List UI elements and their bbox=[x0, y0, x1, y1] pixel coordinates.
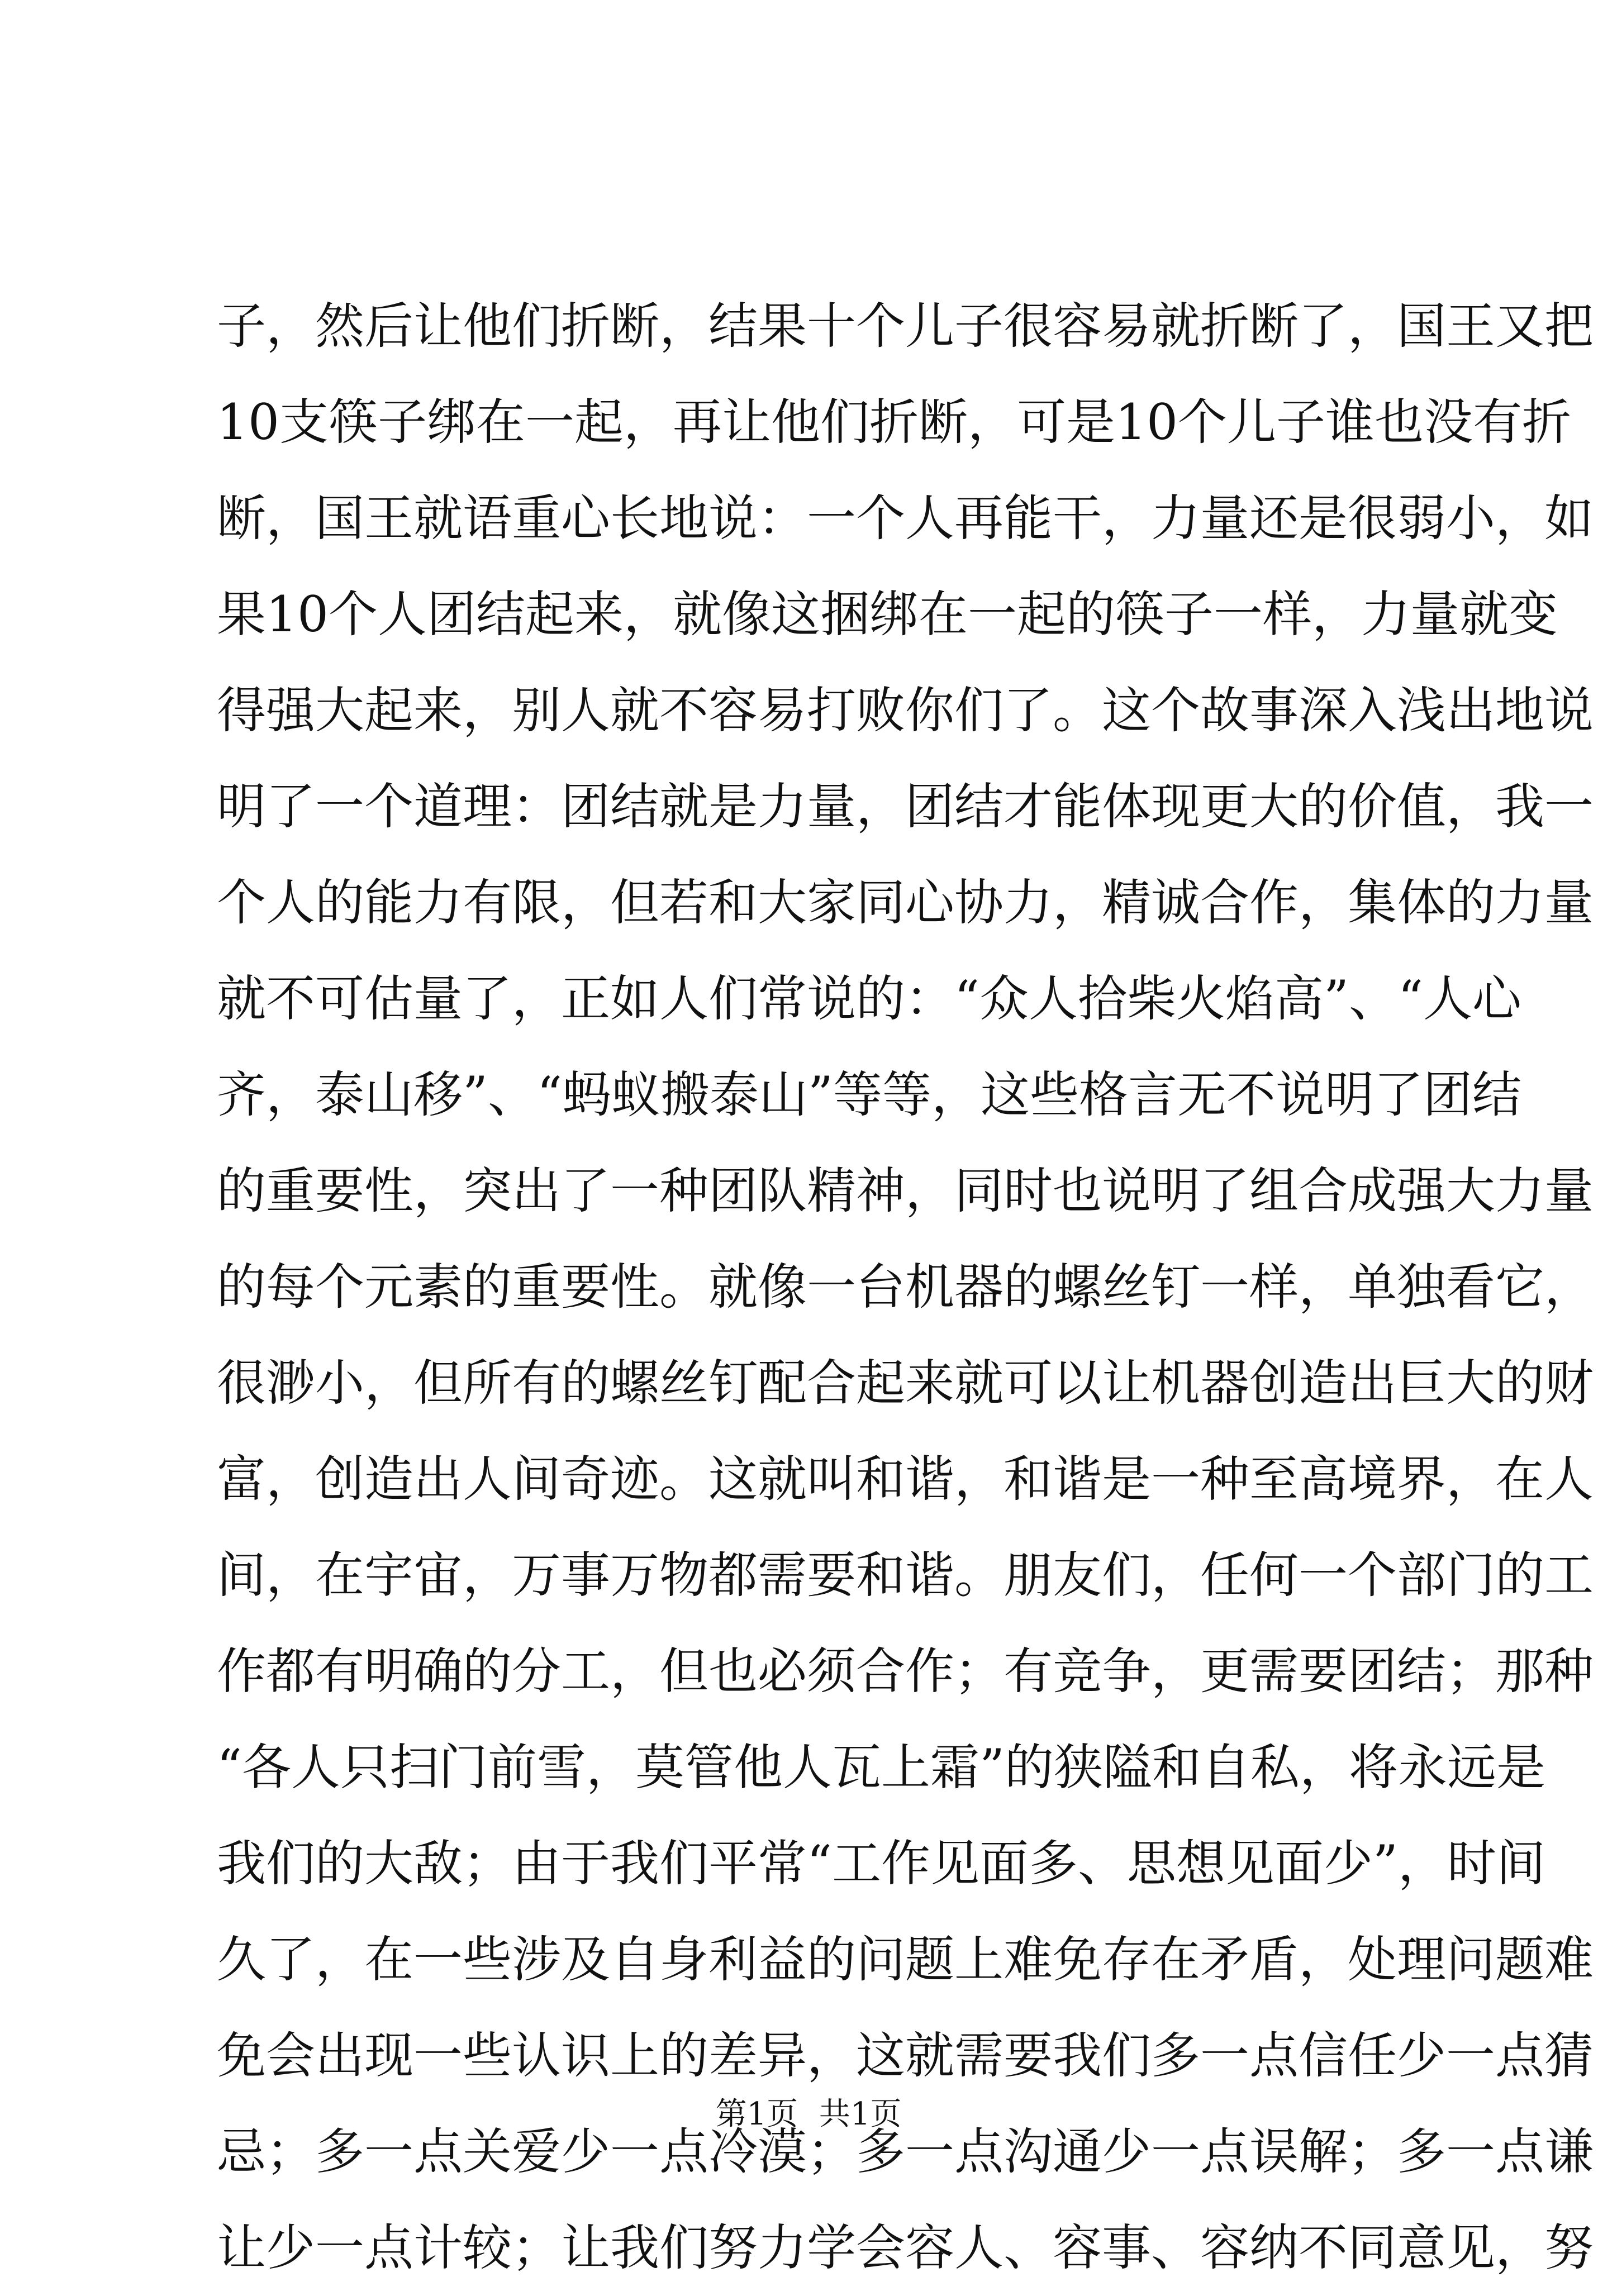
text-line: 很渺小，但所有的螺丝钉配合起来就可以让机器创造出巨大的财 bbox=[217, 1354, 1594, 1412]
text-line: 间，在宇宙，万事万物都需要和谐。朋友们，任何一个部门的工 bbox=[217, 1546, 1594, 1604]
text-line: 子，然后让他们折断，结果十个儿子很容易就折断了，国王又把 bbox=[217, 297, 1594, 355]
page-total: 共1页 bbox=[819, 2096, 902, 2132]
text-line: 得强大起来，别人就不容易打败你们了。这个故事深入浅出地说 bbox=[217, 682, 1594, 739]
page-footer bbox=[0, 2092, 1617, 2137]
text-line: 我们的大敌；由于我们平常“工作见面多、思想见面少”，时间 bbox=[217, 1835, 1545, 1892]
text-line: 就不可估量了，正如人们常说的：“众人拾柴火焰高”、“人心 bbox=[217, 970, 1521, 1027]
text-line: 免会出现一些认识上的差异，这就需要我们多一点信任少一点猜 bbox=[217, 2027, 1594, 2084]
body-text bbox=[217, 278, 1594, 2296]
text-line: 的每个元素的重要性。就像一台机器的螺丝钉一样，单独看它， bbox=[217, 1258, 1594, 1316]
text-line: “各人只扫门前雪，莫管他人瓦上霜”的狭隘和自私，将永远是 bbox=[217, 1738, 1545, 1796]
text-line: 果10个人团结起来，就像这捆绑在一起的筷子一样，力量就变 bbox=[217, 585, 1558, 643]
text-line: 10支筷子绑在一起，再让他们折断，可是10个儿子谁也没有折 bbox=[217, 393, 1571, 451]
text-line: 齐，泰山移”、“蚂蚁搬泰山”等等，这些格言无不说明了团结 bbox=[217, 1066, 1521, 1123]
page-number: 第1页 bbox=[715, 2096, 798, 2132]
text-line: 忌；多一点关爱少一点冷漠；多一点沟通少一点误解；多一点谦 bbox=[217, 2123, 1594, 2180]
text-line: 的重要性，突出了一种团队精神，同时也说明了组合成强大力量 bbox=[217, 1162, 1594, 1220]
text-line: 久了，在一些涉及自身利益的问题上难免存在矛盾，处理问题难 bbox=[217, 1931, 1594, 1988]
text-line: 富，创造出人间奇迹。这就叫和谐，和谐是一种至高境界，在人 bbox=[217, 1450, 1594, 1508]
text-line: 明了一个道理：团结就是力量，团结才能体现更大的价值，我一 bbox=[217, 778, 1594, 835]
text-line: 断，国王就语重心长地说：一个人再能干，力量还是很弱小，如 bbox=[217, 489, 1594, 547]
text-line: 让少一点计较；让我们努力学会容人、容事、容纳不同意见，努 bbox=[217, 2219, 1594, 2276]
text-line: 个人的能力有限，但若和大家同心协力，精诚合作，集体的力量 bbox=[217, 874, 1594, 931]
text-line: 作都有明确的分工，但也必须合作；有竞争，更需要团结；那种 bbox=[217, 1642, 1594, 1700]
